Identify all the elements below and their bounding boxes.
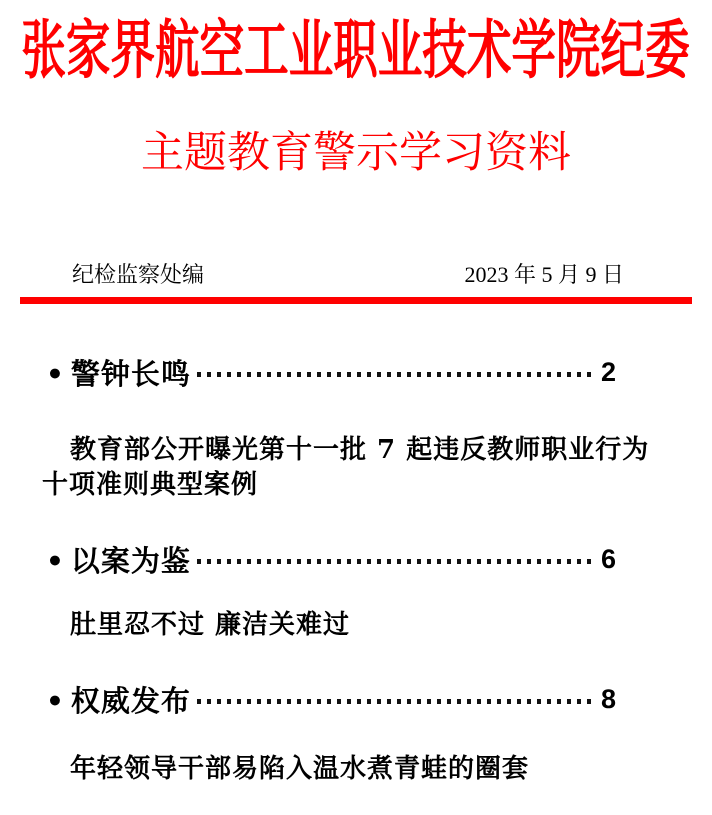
toc-description: 肚里忍不过 廉洁关难过 (70, 610, 351, 640)
bullet-icon: ● (48, 686, 62, 712)
dot-leader (197, 372, 591, 377)
page-subtitle-text: 主题教育警示学习资料 (141, 129, 571, 177)
bullet-icon: ● (48, 359, 62, 385)
toc-entry-quanwei[interactable] (48, 679, 616, 720)
toc-description: 教育部公开曝光第十一批 7 起违反教师职业行为十项准则典型案例 (42, 435, 650, 500)
red-divider (20, 297, 692, 304)
bullet-icon: ● (48, 546, 62, 572)
toc-entry-jingzhong[interactable] (48, 352, 616, 393)
editor-label: 纪检监察处编 (72, 262, 205, 287)
dot-leader (197, 699, 591, 704)
toc-page-number: 8 (600, 684, 616, 714)
toc-description: 年轻领导干部易陷入温水煮青蛙的圈套 (70, 754, 530, 784)
toc-entry-label: 警钟长鸣 (70, 359, 191, 391)
toc-page-number: 2 (600, 357, 616, 387)
page-title-text: 张家界航空工业职业技术学院纪委 (21, 13, 691, 86)
toc-page-number: 6 (600, 544, 616, 574)
toc-entry-label: 以案为鉴 (70, 546, 191, 578)
table-of-contents (0, 352, 712, 787)
toc-entry-label: 权威发布 (70, 686, 191, 718)
toc-entry-yian[interactable] (48, 539, 616, 580)
meta-row (0, 258, 712, 289)
page-subtitle (0, 118, 712, 180)
date-label: 2023 年 5 月 9 日 (464, 262, 624, 287)
page-title (0, 0, 712, 88)
dot-leader (197, 559, 591, 564)
